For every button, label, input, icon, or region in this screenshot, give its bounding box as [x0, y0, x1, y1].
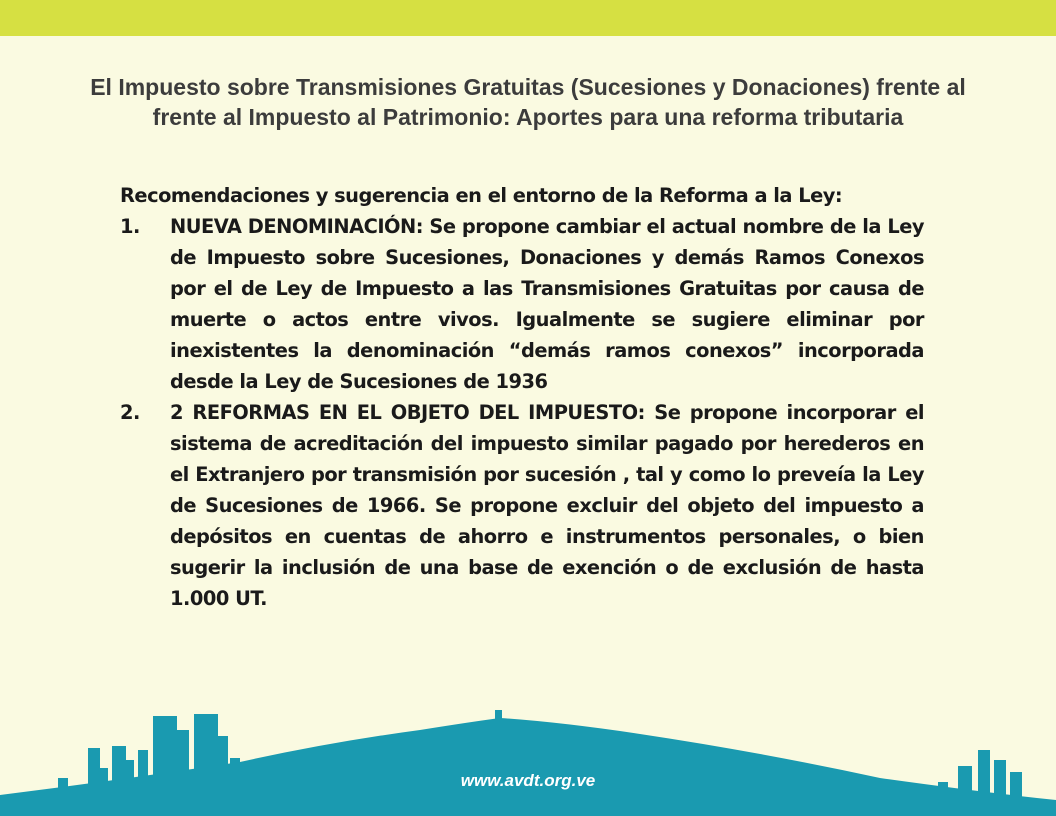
list-item-text: 2 REFORMAS EN EL OBJETO DEL IMPUESTO: Se propone incorporar el sistema de acreditación del impuesto similar pagado por herederos en el Extranjero por transmisión por sucesión , tal y como lo preveía la Ley de Sucesiones de 1966. Se propone excluir del objeto del impuesto a depósitos en cuentas de ahorro e instrumentos personales, o bien sugerir la inclusión de una base de exención o de exclusión de hasta 1.000 UT. [170, 401, 924, 610]
list-item-number: 1. [120, 215, 140, 238]
slide-title: El Impuesto sobre Transmisiones Gratuitas (Sucesiones y Donaciones) frente al frente al Impuesto al Patrimonio: Aportes para una reforma tributaria [90, 74, 966, 130]
list-item-text: NUEVA DENOMINACIÓN: Se propone cambiar el actual nombre de la Ley de Impuesto sobre Sucesiones, Donaciones y demás Ramos Conexos por el de Ley de Impuesto a las Transmisiones Gratuitas por causa de muerte o actos entre vivos. Igualmente se sugiere eliminar por inexistentes la denominación “demás ramos conexos” incorporada desde la Ley de Sucesiones de 1936 [170, 215, 924, 393]
intro-text: Recomendaciones y sugerencia en el entorno de la Reforma a la Ley: [120, 184, 843, 207]
list-item [120, 211, 924, 397]
list-item [120, 397, 924, 614]
building [194, 714, 218, 816]
recommendation-list [120, 211, 924, 614]
top-accent-bar [0, 0, 1056, 36]
list-item-number: 2. [120, 401, 140, 424]
city-skyline-graphic [0, 700, 1056, 816]
building [153, 716, 177, 816]
antenna-tower [495, 710, 502, 722]
footer-url: www.avdt.org.ve [460, 771, 596, 790]
slide-body [120, 180, 924, 614]
